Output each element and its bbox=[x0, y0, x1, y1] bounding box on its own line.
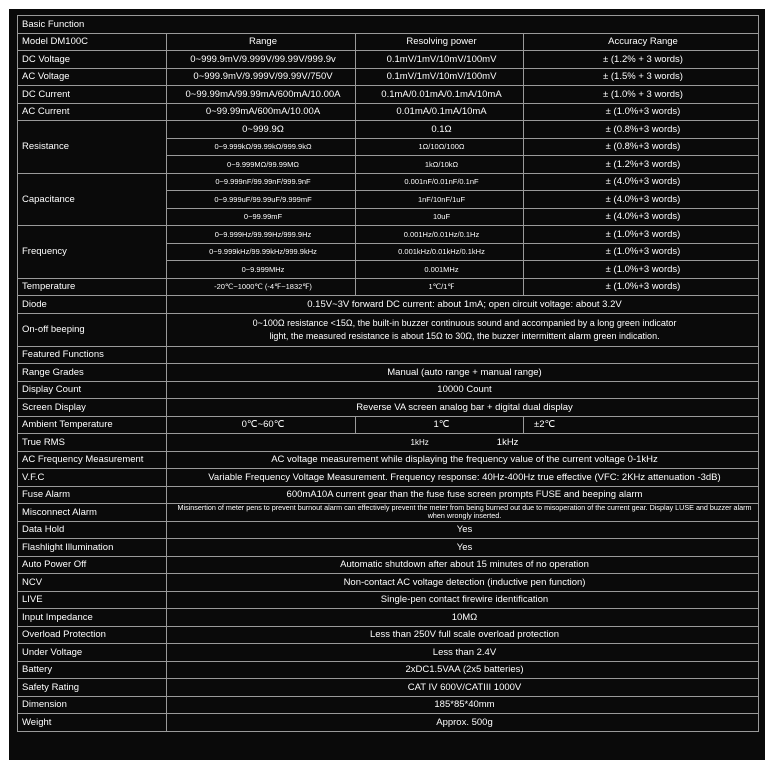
value-cell: 0℃~60℃ bbox=[167, 416, 356, 434]
value-cell: Automatic shutdown after about 15 minutes of no operation bbox=[167, 556, 759, 574]
row-label: Auto Power Off bbox=[18, 556, 167, 574]
row-label: Range Grades bbox=[18, 364, 167, 382]
row-label: NCV bbox=[18, 574, 167, 592]
value-cell bbox=[167, 313, 759, 346]
value-cell: CAT IV 600V/CATIII 1000V bbox=[167, 679, 759, 697]
header-row bbox=[18, 33, 759, 51]
table-row bbox=[18, 469, 759, 487]
row-label: AC Frequency Measurement bbox=[18, 451, 167, 469]
accuracy-cell: ± (0.8%+3 words) bbox=[524, 138, 759, 156]
range-cell: 0~99.99mA/99.99mA/600mA/10.00A bbox=[167, 86, 356, 104]
table-row bbox=[18, 626, 759, 644]
value-cell: 185*85*40mm bbox=[167, 696, 759, 714]
resolution-cell: 1Ω/10Ω/100Ω bbox=[356, 138, 524, 156]
table-row bbox=[18, 68, 759, 86]
row-label: Under Voltage bbox=[18, 644, 167, 662]
range-cell: 0~999.9mV/9.999V/99.99V/750V bbox=[167, 68, 356, 86]
value-cell: AC voltage measurement while displaying the frequency value of the current voltage 0-1kHz bbox=[167, 451, 759, 469]
range-cell: 0~9.999kHz/99.99kHz/999.9kHz bbox=[167, 243, 356, 261]
row-label: On-off beeping bbox=[18, 313, 167, 346]
value-cell: Single-pen contact firewire identification bbox=[167, 591, 759, 609]
table-row bbox=[18, 364, 759, 382]
accuracy-cell: ± (4.0%+3 words) bbox=[524, 191, 759, 209]
section-row-featured bbox=[18, 346, 759, 364]
resolution-cell: 0.1Ω bbox=[356, 121, 524, 139]
table-row bbox=[18, 661, 759, 679]
rms-value: 1kHz bbox=[496, 436, 519, 448]
accuracy-cell: ± (0.8%+3 words) bbox=[524, 121, 759, 139]
table-row bbox=[18, 451, 759, 469]
value-cell: 600mA10A current gear than the fuse fuse screen prompts FUSE and beeping alarm bbox=[167, 486, 759, 504]
table-row bbox=[18, 574, 759, 592]
range-cell: 0~9.999nF/99.99nF/999.9nF bbox=[167, 173, 356, 191]
row-label: Overload Protection bbox=[18, 626, 167, 644]
row-label: True RMS bbox=[18, 434, 167, 452]
table-row bbox=[18, 609, 759, 627]
header-accuracy: Accuracy Range bbox=[524, 33, 759, 51]
value-cell: 10MΩ bbox=[167, 609, 759, 627]
header-range: Range bbox=[167, 33, 356, 51]
range-cell: 0~99.99mA/600mA/10.00A bbox=[167, 103, 356, 121]
resolution-cell: 0.001Hz/0.01Hz/0.1Hz bbox=[356, 226, 524, 244]
row-label: Screen Display bbox=[18, 399, 167, 417]
range-cell: 0~999.9Ω bbox=[167, 121, 356, 139]
row-label: AC Voltage bbox=[18, 68, 167, 86]
table-row bbox=[18, 539, 759, 557]
table-row bbox=[18, 591, 759, 609]
value-cell: Yes bbox=[167, 539, 759, 557]
row-label: DC Voltage bbox=[18, 51, 167, 69]
accuracy-cell: ± (4.0%+3 words) bbox=[524, 173, 759, 191]
row-label: Ambient Temperature bbox=[18, 416, 167, 434]
accuracy-cell: ± (1.0% + 3 words) bbox=[524, 86, 759, 104]
value-cell: Manual (auto range + manual range) bbox=[167, 364, 759, 382]
row-label: LIVE bbox=[18, 591, 167, 609]
accuracy-cell: ± (1.5% + 3 words) bbox=[524, 68, 759, 86]
row-label: Resistance bbox=[18, 121, 167, 174]
table-row bbox=[18, 521, 759, 539]
resolution-cell: 1kΩ/10kΩ bbox=[356, 156, 524, 174]
resolution-cell: 10uF bbox=[356, 208, 524, 226]
range-cell: -20℃~1000℃ (-4℉~1832℉) bbox=[167, 278, 356, 296]
row-label: Capacitance bbox=[18, 173, 167, 226]
table-row bbox=[18, 86, 759, 104]
accuracy-cell: ± (1.0%+3 words) bbox=[524, 226, 759, 244]
table-row bbox=[18, 486, 759, 504]
value-line: light, the measured resistance is about 15Ω to 30Ω, the buzzer intermittent alarm green indication. bbox=[269, 330, 660, 341]
value-cell: 1℃ bbox=[356, 416, 524, 434]
value-cell: 10000 Count bbox=[167, 381, 759, 399]
resolution-cell: 0.1mV/1mV/10mV/100mV bbox=[356, 51, 524, 69]
row-label: Temperature bbox=[18, 278, 167, 296]
range-cell: 0~99.99mF bbox=[167, 208, 356, 226]
value-cell: Reverse VA screen analog bar + digital dual display bbox=[167, 399, 759, 417]
table-row bbox=[18, 226, 759, 244]
value-cell: Less than 2.4V bbox=[167, 644, 759, 662]
row-label: DC Current bbox=[18, 86, 167, 104]
row-label: Battery bbox=[18, 661, 167, 679]
range-cell: 0~999.9mV/9.999V/99.99V/999.9v bbox=[167, 51, 356, 69]
accuracy-cell: ± (1.2% + 3 words) bbox=[524, 51, 759, 69]
rms-value: 1kHz bbox=[410, 437, 429, 447]
section-title-basic: Basic Function bbox=[18, 16, 759, 34]
value-cell: 2xDC1.5VAA (2x5 batteries) bbox=[167, 661, 759, 679]
resolution-cell: 0.001nF/0.01nF/0.1nF bbox=[356, 173, 524, 191]
table-row bbox=[18, 121, 759, 139]
resolution-cell: 1℃/1℉ bbox=[356, 278, 524, 296]
table-row bbox=[18, 504, 759, 522]
table-row bbox=[18, 381, 759, 399]
empty-cell bbox=[167, 346, 759, 364]
value-cell: Non-contact AC voltage detection (inductive pen function) bbox=[167, 574, 759, 592]
value-cell: Yes bbox=[167, 521, 759, 539]
row-label: Dimension bbox=[18, 696, 167, 714]
row-label: Display Count bbox=[18, 381, 167, 399]
accuracy-cell: ± (1.0%+3 words) bbox=[524, 261, 759, 279]
resolution-cell: 0.1mV/1mV/10mV/100mV bbox=[356, 68, 524, 86]
value-cell: Misinsertion of meter pens to prevent burnout alarm can effectively prevent the meter from being burned out due to misoperation of the current gear. Display LUSE and buzzer alarm when wrongly inserted. bbox=[167, 504, 759, 522]
range-cell: 0~9.999MHz bbox=[167, 261, 356, 279]
resolution-cell: 1nF/10nF/1uF bbox=[356, 191, 524, 209]
value-cell: ±2℃ bbox=[524, 416, 759, 434]
accuracy-cell: ± (1.0%+3 words) bbox=[524, 243, 759, 261]
value-cell: Less than 250V full scale overload protection bbox=[167, 626, 759, 644]
accuracy-cell: ± (1.0%+3 words) bbox=[524, 278, 759, 296]
accuracy-cell: ± (4.0%+3 words) bbox=[524, 208, 759, 226]
table-row bbox=[18, 714, 759, 732]
section-title-featured: Featured Functions bbox=[18, 346, 167, 364]
table-row bbox=[18, 556, 759, 574]
range-cell: 0~9.999kΩ/99.99kΩ/999.9kΩ bbox=[167, 138, 356, 156]
range-cell: 0~9.999Hz/99.99Hz/999.9Hz bbox=[167, 226, 356, 244]
row-label: V.F.C bbox=[18, 469, 167, 487]
resolution-cell: 0.001MHz bbox=[356, 261, 524, 279]
value-cell bbox=[167, 434, 759, 452]
value-cell: 0.15V~3V forward DC current: about 1mA; open circuit voltage: about 3.2V bbox=[167, 296, 759, 314]
range-cell: 0~9.999uF/99.99uF/9.999mF bbox=[167, 191, 356, 209]
row-label: Safety Rating bbox=[18, 679, 167, 697]
row-label: AC Current bbox=[18, 103, 167, 121]
resolution-cell: 0.01mA/0.1mA/10mA bbox=[356, 103, 524, 121]
row-label: Weight bbox=[18, 714, 167, 732]
table-row bbox=[18, 399, 759, 417]
table-row bbox=[18, 416, 759, 434]
row-label: Data Hold bbox=[18, 521, 167, 539]
row-label: Diode bbox=[18, 296, 167, 314]
table-row bbox=[18, 278, 759, 296]
table-row bbox=[18, 296, 759, 314]
section-row-basic bbox=[18, 16, 759, 34]
spec-table bbox=[17, 15, 759, 732]
row-label: Input Impedance bbox=[18, 609, 167, 627]
table-row bbox=[18, 173, 759, 191]
spec-sheet bbox=[9, 9, 765, 760]
table-row bbox=[18, 434, 759, 452]
header-resolving: Resolving power bbox=[356, 33, 524, 51]
value-line: 0~100Ω resistance <15Ω, the built-in buzzer continuous sound and accompanied by a long green indicator bbox=[252, 317, 677, 328]
header-model: Model DM100C bbox=[18, 33, 167, 51]
range-cell: 0~9.999MΩ/99.99MΩ bbox=[167, 156, 356, 174]
row-label: Frequency bbox=[18, 226, 167, 279]
table-row bbox=[18, 51, 759, 69]
table-row bbox=[18, 313, 759, 346]
accuracy-cell: ± (1.2%+3 words) bbox=[524, 156, 759, 174]
table-row bbox=[18, 644, 759, 662]
table-row bbox=[18, 103, 759, 121]
resolution-cell: 0.001kHz/0.01kHz/0.1kHz bbox=[356, 243, 524, 261]
table-row bbox=[18, 696, 759, 714]
resolution-cell: 0.1mA/0.01mA/0.1mA/10mA bbox=[356, 86, 524, 104]
table-row bbox=[18, 679, 759, 697]
value-cell: Approx. 500g bbox=[167, 714, 759, 732]
row-label: Fuse Alarm bbox=[18, 486, 167, 504]
accuracy-cell: ± (1.0%+3 words) bbox=[524, 103, 759, 121]
row-label: Flashlight Illumination bbox=[18, 539, 167, 557]
row-label: Misconnect Alarm bbox=[18, 504, 167, 522]
value-cell: Variable Frequency Voltage Measurement. Frequency response: 40Hz-400Hz true effective (VFC: 2KHz attenuation -3dB) bbox=[167, 469, 759, 487]
